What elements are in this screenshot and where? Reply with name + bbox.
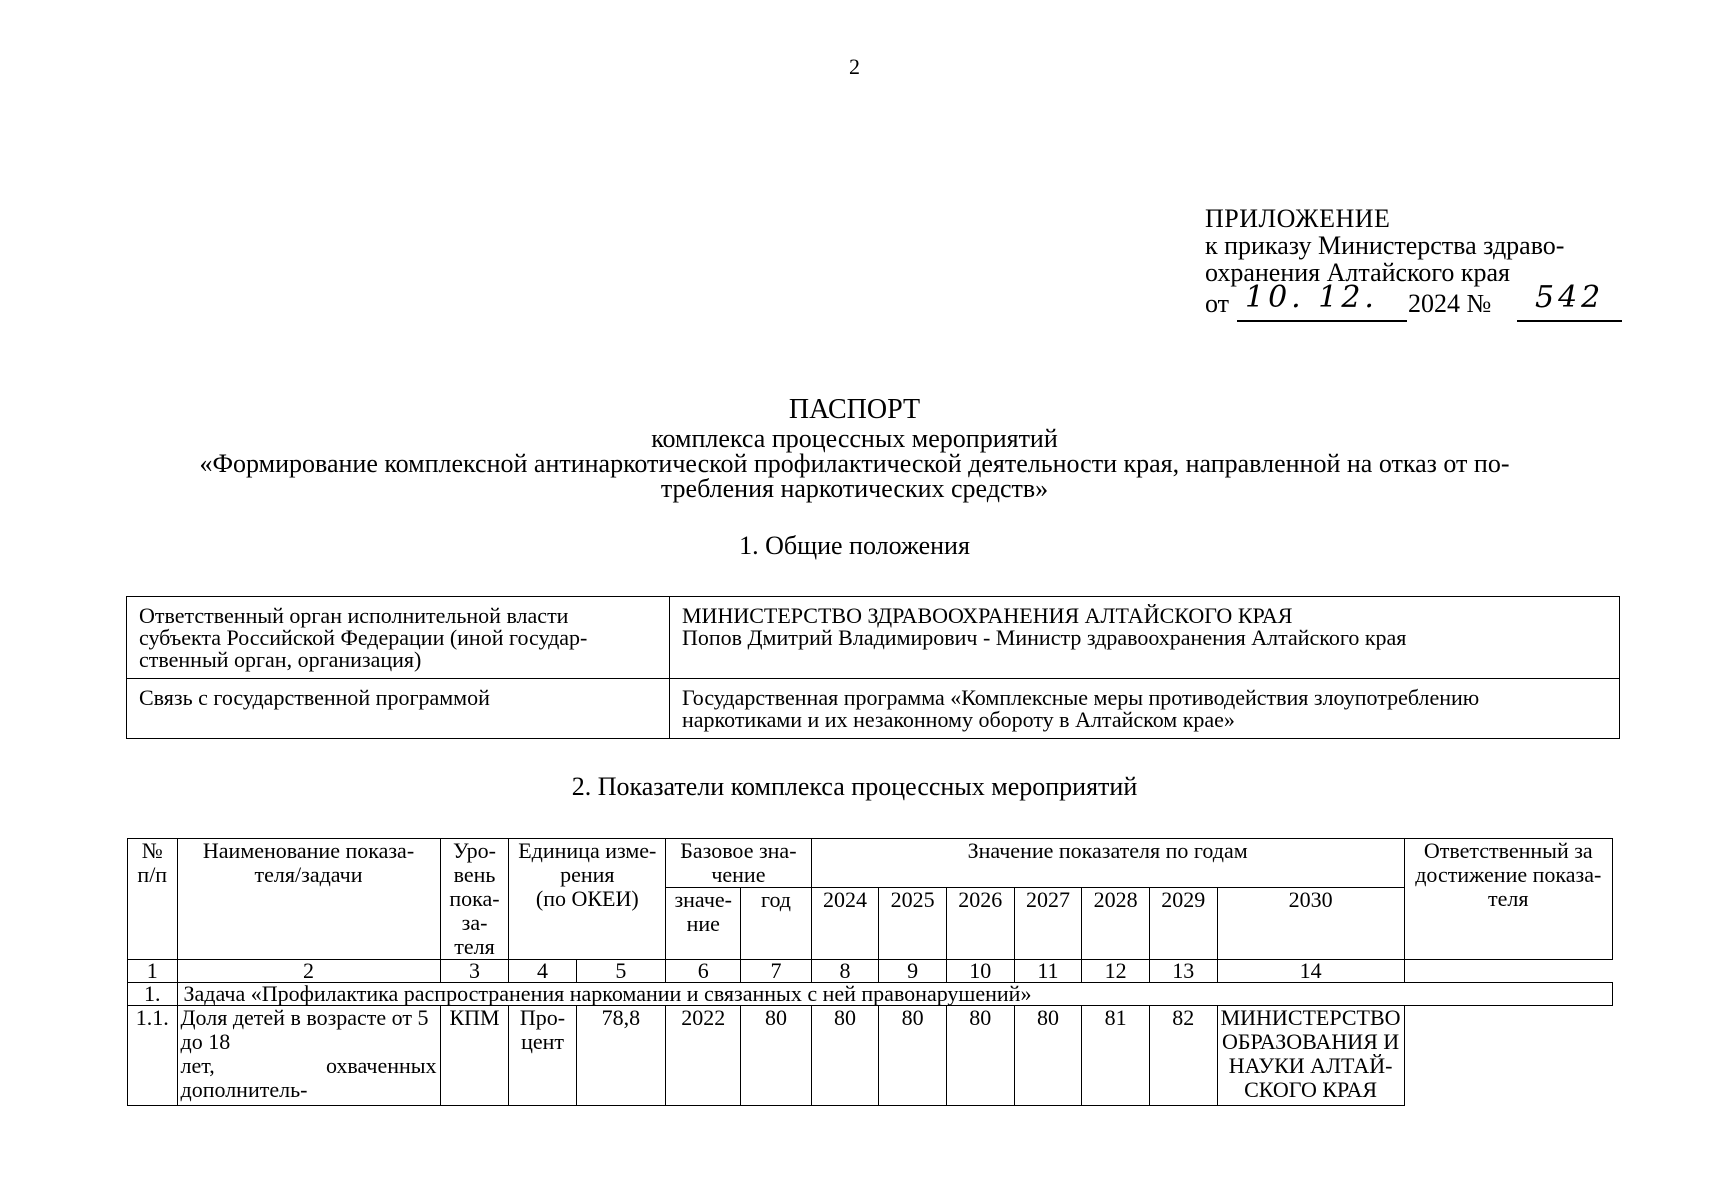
indicator-name <box>177 1006 440 1106</box>
appendix-line-2: охранения Алтайского края <box>1205 258 1511 287</box>
passport-name-line-2: требления наркотических средств» <box>660 474 1049 503</box>
header-line: Единица изме- <box>518 838 657 863</box>
cell-line: субъекта Российской Федерации (иной государ- <box>139 625 588 650</box>
header-year-2029: 2029 <box>1149 888 1217 960</box>
cell-line: МИНИСТЕРСТВО <box>1220 1005 1401 1030</box>
order-date-row <box>1205 280 1605 326</box>
header-line: чение <box>711 862 766 887</box>
handwritten-number: 542 <box>1535 280 1605 315</box>
table-row <box>127 679 1620 739</box>
handwritten-date: 10. 12. <box>1245 280 1378 315</box>
cell-line: СКОГО КРАЯ <box>1244 1077 1378 1102</box>
header-line: рения <box>560 862 615 887</box>
header-year-2028: 2028 <box>1082 888 1150 960</box>
cell-line: Государственная программа «Комплексные меры противодействия злоупотреблению <box>682 685 1480 710</box>
header-line: (по ОКЕИ) <box>535 886 639 911</box>
column-number: 1 <box>128 960 178 983</box>
indicators-table <box>127 838 1613 1106</box>
cell-line: лет, охваченных дополнитель- <box>180 1053 437 1102</box>
number-underline <box>1517 320 1622 322</box>
year-label: 2024 № <box>1408 289 1492 318</box>
page-number: 2 <box>849 54 860 79</box>
passport-name-line-1: «Формирование комплексной антинаркотической профилактической деятельности края, направленной на отказ от по- <box>199 449 1510 478</box>
task-row <box>128 983 1613 1006</box>
column-number: 12 <box>1082 960 1150 983</box>
column-number: 13 <box>1149 960 1217 983</box>
header-base-year: год <box>741 888 811 960</box>
header-line: ние <box>686 911 720 936</box>
program-link-label <box>127 679 670 739</box>
row-num: 1.1. <box>128 1006 178 1106</box>
header-line: теля <box>454 934 495 959</box>
header-indicator-name <box>177 839 440 960</box>
appendix-line-1: к приказу Министерства здраво- <box>1205 231 1565 260</box>
header-line: достижение показа- <box>1415 862 1602 887</box>
header-values-by-year: Значение показателя по годам <box>811 839 1404 888</box>
base-year: 2022 <box>666 1006 741 1106</box>
header-line: теля/задачи <box>254 862 363 887</box>
header-line: Базовое зна- <box>680 838 797 863</box>
passport-subtitle: комплекса процессных мероприятий <box>651 424 1058 453</box>
value-2029: 81 <box>1082 1006 1150 1106</box>
task-num: 1. <box>128 983 178 1006</box>
column-number: 3 <box>440 960 509 983</box>
value-2024: 80 <box>741 1006 811 1106</box>
value-2026: 80 <box>879 1006 947 1106</box>
task-text: Задача «Профилактика распространения наркомании и связанных с ней правонарушений» <box>177 983 1612 1006</box>
cell-line: Связь с государственной программой <box>139 685 490 710</box>
cell-line: цент <box>521 1029 564 1054</box>
cell-line: Ответственный орган исполнительной власти <box>139 603 569 628</box>
header-line: теля <box>1488 886 1529 911</box>
responsible-body <box>1217 1006 1404 1106</box>
header-row <box>128 839 1613 888</box>
value-2025: 80 <box>811 1006 879 1106</box>
header-line: № <box>141 838 163 863</box>
column-number: 14 <box>1217 960 1404 983</box>
passport-title: ПАСПОРТ <box>788 394 921 425</box>
column-number: 10 <box>946 960 1014 983</box>
header-line: Наименование показа- <box>202 838 415 863</box>
column-number: 2 <box>177 960 440 983</box>
column-number: 7 <box>741 960 811 983</box>
column-number: 11 <box>1014 960 1082 983</box>
program-link-value <box>670 679 1620 739</box>
header-line: за- <box>461 910 488 935</box>
indicator-unit <box>509 1006 576 1106</box>
header-unit <box>509 839 666 960</box>
cell-line: наркотиками и их незаконному обороту в Алтайском крае» <box>682 707 1235 732</box>
header-level <box>440 839 509 960</box>
header-line: Ответственный за <box>1423 838 1593 863</box>
header-line: значе- <box>674 887 732 912</box>
header-line: Уро- <box>453 838 496 863</box>
section-2-title: 2. Показатели комплекса процессных мероприятий <box>571 772 1138 801</box>
table-row <box>128 1006 1613 1106</box>
header-year-2026: 2026 <box>946 888 1014 960</box>
header-year-2030: 2030 <box>1217 888 1404 960</box>
header-line: п/п <box>137 862 168 887</box>
column-number: 4 <box>509 960 576 983</box>
date-underline <box>1237 320 1407 322</box>
cell-line: Про- <box>519 1005 566 1030</box>
header-base-value <box>666 839 812 888</box>
cell-line: ственный орган, организация) <box>139 647 422 672</box>
passport-heading <box>0 394 1709 501</box>
responsible-body-label <box>127 597 670 679</box>
cell-line: Попов Дмитрий Владимирович - Министр здравоохранения Алтайского края <box>682 625 1407 650</box>
column-number: 6 <box>666 960 741 983</box>
column-number-row <box>128 960 1613 983</box>
value-2028: 80 <box>1014 1006 1082 1106</box>
value-2030: 82 <box>1149 1006 1217 1106</box>
column-number: 5 <box>576 960 666 983</box>
table-row <box>127 597 1620 679</box>
general-provisions-table <box>126 596 1620 739</box>
column-number: 8 <box>811 960 879 983</box>
indicator-level: КПМ <box>440 1006 509 1106</box>
header-year-2025: 2025 <box>879 888 947 960</box>
responsible-body-value <box>670 597 1620 679</box>
value-2027: 80 <box>946 1006 1014 1106</box>
section-1-title: 1. Общие положения <box>739 531 970 560</box>
header-year-2027: 2027 <box>1014 888 1082 960</box>
base-value: 78,8 <box>576 1006 666 1106</box>
cell-line: ОБРАЗОВАНИЯ И <box>1221 1029 1400 1054</box>
cell-line: МИНИСТЕРСТВО ЗДРАВООХРАНЕНИЯ АЛТАЙСКОГО КРАЯ <box>682 603 1293 628</box>
header-line: пока- <box>449 886 500 911</box>
header-year-2024: 2024 <box>811 888 879 960</box>
from-label: от <box>1205 289 1230 318</box>
header-responsible <box>1404 839 1612 960</box>
appendix-title: ПРИЛОЖЕНИЕ <box>1205 204 1391 233</box>
header-num <box>128 839 178 960</box>
cell-line: Доля детей в возрасте от 5 до 18 <box>180 1005 429 1054</box>
header-base-value-number <box>666 888 741 960</box>
header-line: вень <box>453 862 496 887</box>
column-number: 9 <box>879 960 947 983</box>
appendix-block <box>1205 204 1605 326</box>
cell-line: НАУКИ АЛТАЙ- <box>1228 1053 1393 1078</box>
